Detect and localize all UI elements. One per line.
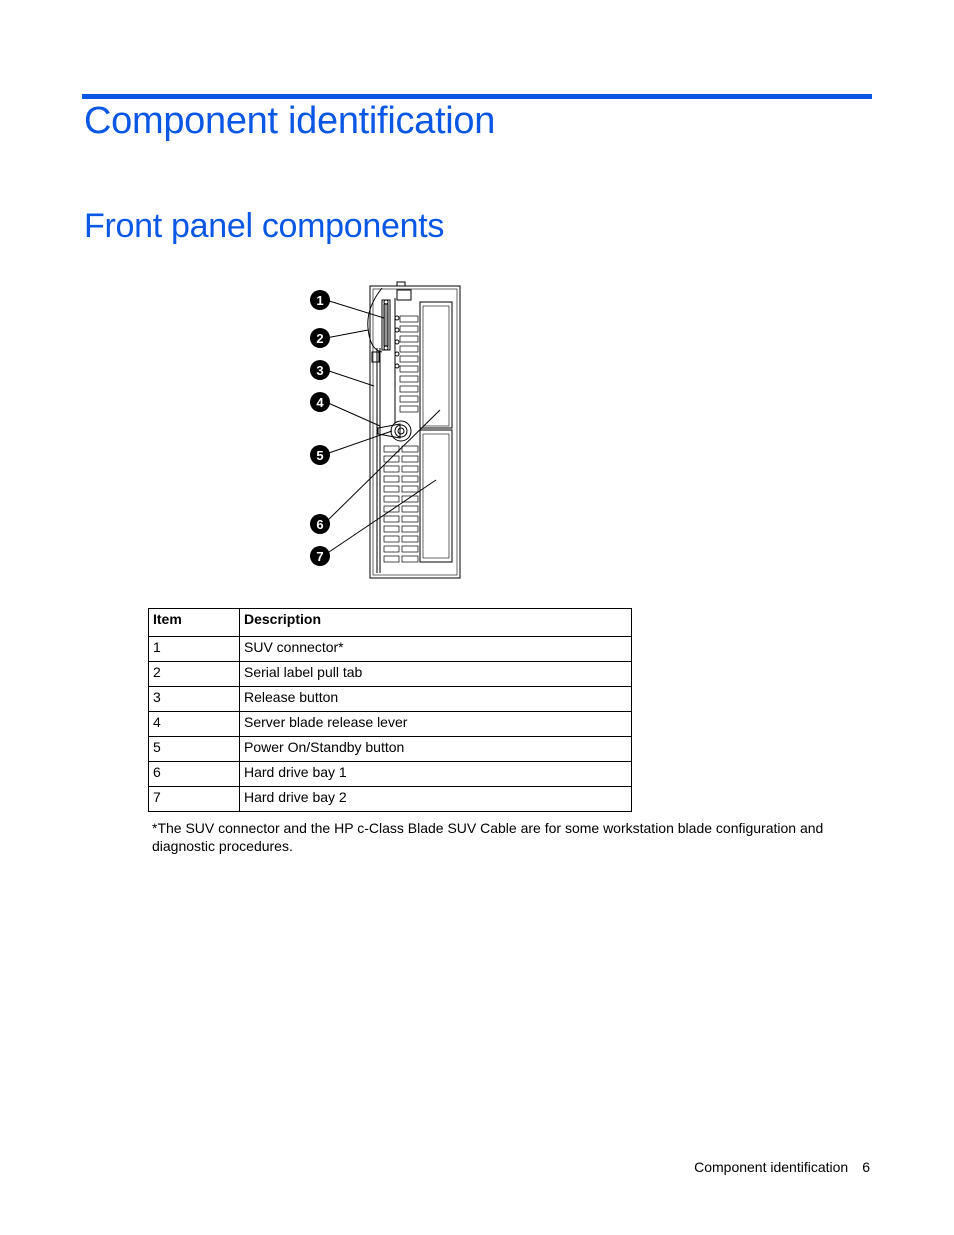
chapter-title: Component identification [84, 100, 496, 142]
callout-7 [310, 546, 330, 566]
item-number: 6 [149, 762, 240, 787]
table-header-row [149, 609, 632, 637]
front-panel-illustration [300, 278, 480, 583]
table-row [149, 712, 632, 737]
item-description: Hard drive bay 1 [240, 762, 632, 787]
header-item: Item [149, 609, 240, 637]
callout-2 [310, 328, 330, 348]
front-grille [384, 316, 418, 562]
table-footnote: *The SUV connector and the HP c-Class Blade SUV Cable are for some workstation blade configuration and diagnostic procedures. [152, 820, 824, 854]
item-number: 5 [149, 737, 240, 762]
table-row [149, 687, 632, 712]
item-number: 4 [149, 712, 240, 737]
components-table [148, 608, 632, 812]
table-row [149, 662, 632, 687]
item-number: 7 [149, 787, 240, 812]
svg-text:2: 2 [316, 331, 324, 346]
callout-1 [310, 290, 330, 310]
item-description: Release button [240, 687, 632, 712]
table-row [149, 737, 632, 762]
svg-text:6: 6 [316, 517, 324, 532]
svg-text:1: 1 [316, 293, 324, 308]
header-description: Description [240, 609, 632, 637]
item-number: 1 [149, 637, 240, 662]
footer-label: Component identification [694, 1159, 849, 1175]
chapter-rule [82, 94, 872, 99]
item-description: Power On/Standby button [240, 737, 632, 762]
item-description: Server blade release lever [240, 712, 632, 737]
item-number: 3 [149, 687, 240, 712]
callout-5 [310, 445, 330, 465]
svg-text:4: 4 [316, 395, 324, 410]
svg-text:5: 5 [316, 448, 324, 463]
item-description: Serial label pull tab [240, 662, 632, 687]
item-description: Hard drive bay 2 [240, 787, 632, 812]
item-number: 2 [149, 662, 240, 687]
callout-4 [310, 392, 330, 412]
svg-text:3: 3 [316, 363, 324, 378]
table-row [149, 637, 632, 662]
item-description: SUV connector* [240, 637, 632, 662]
page-footer [694, 1159, 870, 1175]
page-number: 6 [862, 1159, 870, 1175]
table-row [149, 787, 632, 812]
callout-3 [310, 360, 330, 380]
callout-6 [310, 514, 330, 534]
svg-text:7: 7 [316, 549, 324, 564]
blade-body [368, 282, 460, 578]
section-title: Front panel components [84, 207, 445, 245]
table-row [149, 762, 632, 787]
